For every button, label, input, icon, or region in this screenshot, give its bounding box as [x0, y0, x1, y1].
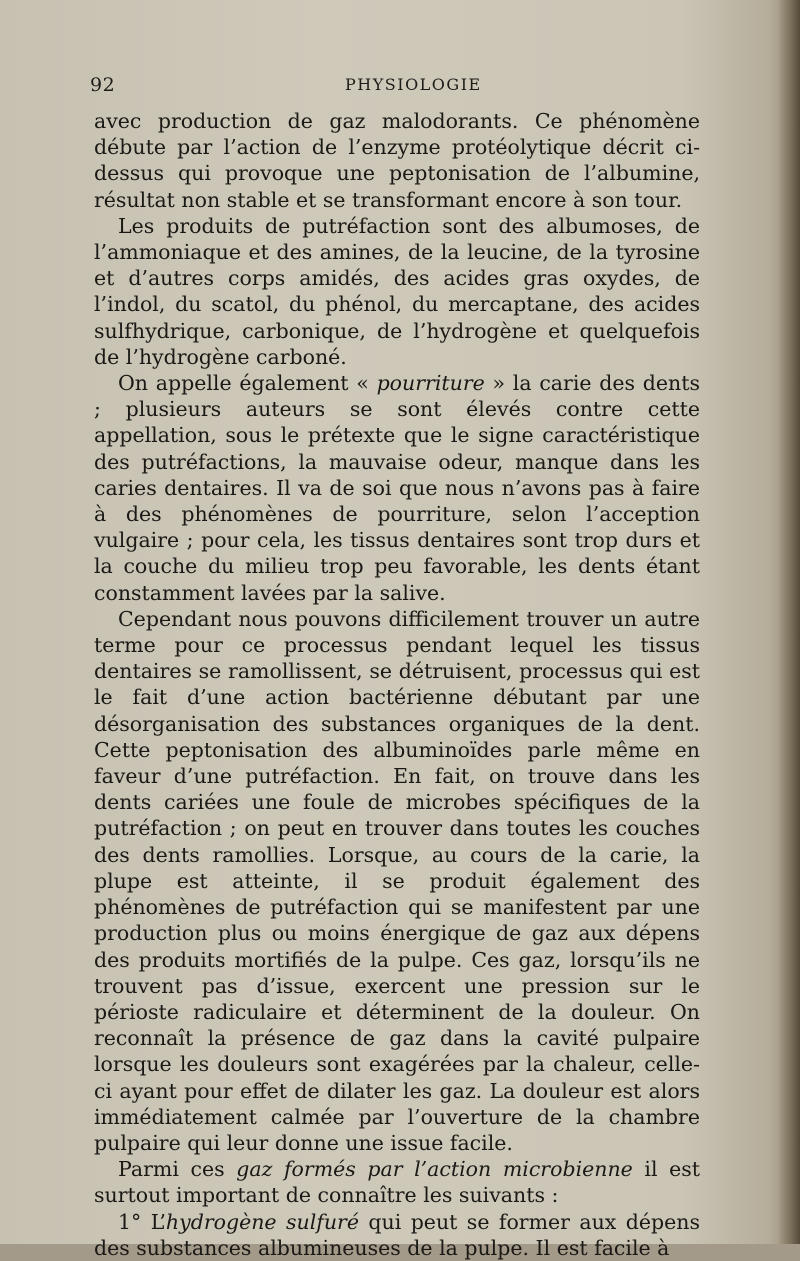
paragraph-text: il est surtout important de connaître les suivants :	[94, 1157, 700, 1208]
page-number: 92	[90, 74, 116, 96]
paragraph-text: » la carie des dents ; plusieurs auteurs se sont élevés contre cette appellation, sous le prétexte que le signe caractéristique des putréfactions, la mauvaise odeur, manque dans les caries dentaires. Il va de soi que nous n’avons pas à faire à des phénomènes de pourriture, selon l’acception vulgaire ; pour cela, les tissus dentaires sont trop durs et la couche du milieu trop peu favorable, les dents étant constamment lavées par la salive.	[94, 371, 700, 605]
page-edge-shadow	[778, 0, 800, 1244]
paragraph-text: Parmi ces	[118, 1157, 237, 1182]
paragraph-bacterial-action: Cependant nous pouvons difficilement trouver un autre terme pour ce processus pendant lequel les tissus dentaires se ramollissent, se détruisent, processus qui est le fait d’une action bactérienne débutant par une désorganisation des substances organiques de la dent. Cette peptonisation des albuminoïdes parle même en faveur d’une putréfaction. En fait, on trouve dans les dents cariées une foule de microbes spécifiques de la putréfaction ; on peut en trouver dans toutes les couches des dents ramollies. Lorsque, au cours de la carie, la plupe est atteinte, il se produit également des phénomènes de putréfaction qui se manifestent par une production plus ou moins énergique de gaz aux dépens des produits mortifiés de la pulpe. Ces gaz, lorsqu’ils ne trouvent pas d’issue, exercent une pression sur le périoste radiculaire et déterminent de la douleur. On reconnaît la présence de gaz dans la cavité pulpaire lorsque les douleurs sont exagérées par la chaleur, celle-ci ayant pour effet de dilater les gaz. La douleur est alors immédiatement calmée par l’ouverture de la chambre pulpaire qui leur donne une issue facile.	[94, 606, 700, 1155]
paragraph-hydrogen-sulfide	[94, 1209, 700, 1261]
italic-term: pourriture	[376, 371, 485, 396]
paragraph-text: 1° L’	[118, 1209, 166, 1234]
paragraph-text: On appelle également «	[118, 371, 377, 396]
paragraph-continuation: avec production de gaz malodorants. Ce phénomène débute par l’action de l’enzyme protéolytique décrit ci-dessus qui provoque une peptonisation de l’albumine, résultat non stable et se transformant encore à son tour.	[94, 109, 700, 212]
running-head: PHYSIOLOGIE	[345, 75, 482, 94]
paragraph-text: qui peut se former aux dépens des substances albumineuses de la pulpe. Il est facile à	[94, 1209, 700, 1260]
italic-term: hydrogène sulfuré	[165, 1209, 359, 1234]
italic-term: gaz formés par l’action microbienne	[236, 1157, 633, 1182]
paragraph-putrefaction-products: Les produits de putréfaction sont des albumoses, de l’ammoniaque et des amines, de la leucine, de la tyrosine et d’autres corps amidés, des acides gras oxydes, de l’indol, du scatol, du phénol, du mercaptane, des acides sulfhydrique, carbonique, de l’hydrogène et quelquefois de l’hydrogène carboné.	[94, 213, 700, 369]
paragraph-pourriture	[94, 370, 700, 606]
body-text	[94, 108, 700, 1261]
page-header	[90, 74, 700, 98]
paragraph-microbial-gases	[94, 1156, 700, 1208]
